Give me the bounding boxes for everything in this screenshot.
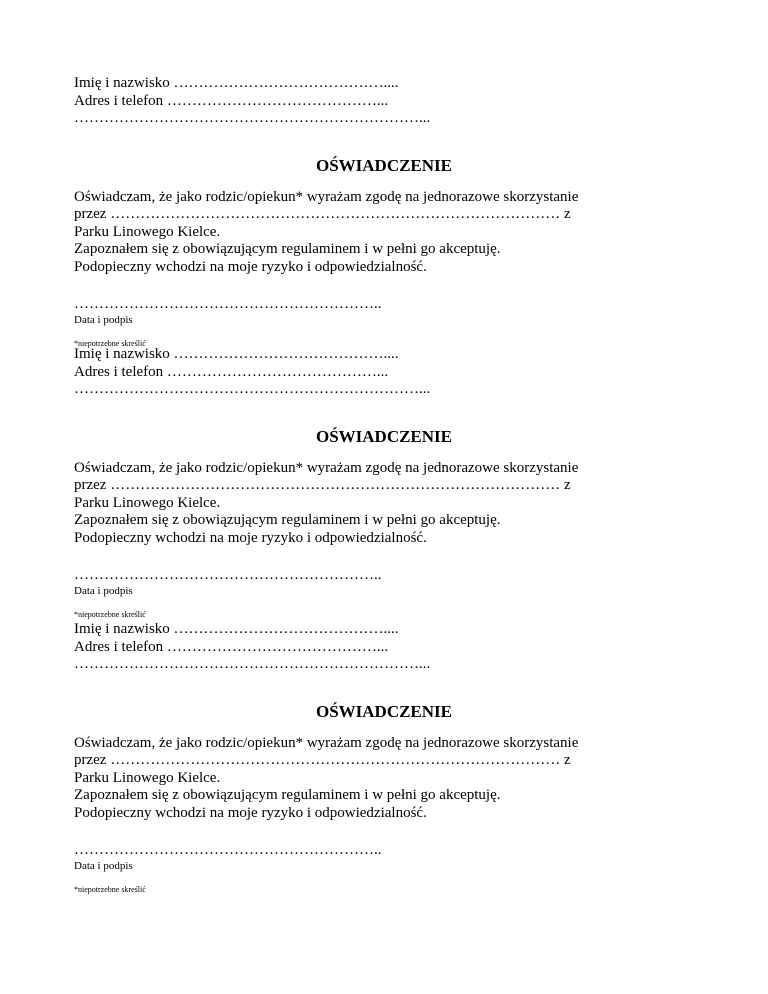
footnote: *niepotrzebne skreślić: [74, 609, 146, 619]
body-line: Podopieczny wchodzi na moje ryzyko i odpowiedzialność.: [74, 529, 427, 546]
body-line: Parku Linowego Kielce.: [74, 769, 221, 786]
body-line: Podopieczny wchodzi na moje ryzyko i odpowiedzialność.: [74, 258, 427, 275]
declaration-body: [74, 189, 694, 277]
declaration-form-2: [74, 346, 694, 620]
body-line: przez ……………………………………………………………………………… z: [74, 752, 571, 768]
body-line: Parku Linowego Kielce.: [74, 494, 221, 511]
name-field-line: Imię i nazwisko ……………………………………....: [74, 75, 399, 91]
form-heading: OŚWIADCZENIE: [315, 155, 453, 175]
signature-label: Data i podpis: [74, 859, 133, 872]
signature-label: Data i podpis: [74, 584, 133, 597]
signature-line: ……………………………………………………..: [74, 567, 382, 583]
form-heading: OŚWIADCZENIE: [315, 701, 453, 721]
blank-field-line: ……………………………………………………………...: [74, 110, 431, 126]
body-line: Oświadczam, że jako rodzic/opiekun* wyrażam zgodę na jednorazowe skorzystanie: [74, 734, 579, 751]
declaration-body: [74, 735, 694, 823]
declaration-form-1: [74, 75, 694, 349]
blank-field-line: ……………………………………………………………...: [74, 381, 431, 397]
footnote: *niepotrzebne skreślić: [74, 338, 146, 348]
body-line: Zapoznałem się z obowiązującym regulaminem i w pełni go akceptuję.: [74, 512, 501, 528]
body-line: Podopieczny wchodzi na moje ryzyko i odpowiedzialność.: [74, 804, 427, 821]
address-field-line: Adres i telefon ……………………………………...: [74, 363, 389, 380]
declaration-body: [74, 460, 694, 548]
signature-line: ……………………………………………………..: [74, 842, 382, 858]
body-line: przez ……………………………………………………………………………… z: [74, 206, 571, 222]
name-field-line: Imię i nazwisko ……………………………………....: [74, 621, 399, 637]
body-line: Oświadczam, że jako rodzic/opiekun* wyrażam zgodę na jednorazowe skorzystanie: [74, 459, 579, 476]
signature-line: ……………………………………………………..: [74, 296, 382, 312]
address-field-line: Adres i telefon ……………………………………...: [74, 638, 389, 655]
form-heading: OŚWIADCZENIE: [315, 426, 453, 446]
body-line: Parku Linowego Kielce.: [74, 223, 221, 240]
name-field-line: Imię i nazwisko ……………………………………....: [74, 346, 399, 362]
body-line: Oświadczam, że jako rodzic/opiekun* wyrażam zgodę na jednorazowe skorzystanie: [74, 188, 579, 205]
body-line: przez ……………………………………………………………………………… z: [74, 477, 571, 493]
body-line: Zapoznałem się z obowiązującym regulaminem i w pełni go akceptuję.: [74, 787, 501, 803]
signature-label: Data i podpis: [74, 313, 133, 326]
declaration-form-3: [74, 621, 694, 895]
body-line: Zapoznałem się z obowiązującym regulaminem i w pełni go akceptuję.: [74, 241, 501, 257]
footnote: *niepotrzebne skreślić: [74, 884, 146, 894]
blank-field-line: ……………………………………………………………...: [74, 656, 431, 672]
address-field-line: Adres i telefon ……………………………………...: [74, 92, 389, 109]
